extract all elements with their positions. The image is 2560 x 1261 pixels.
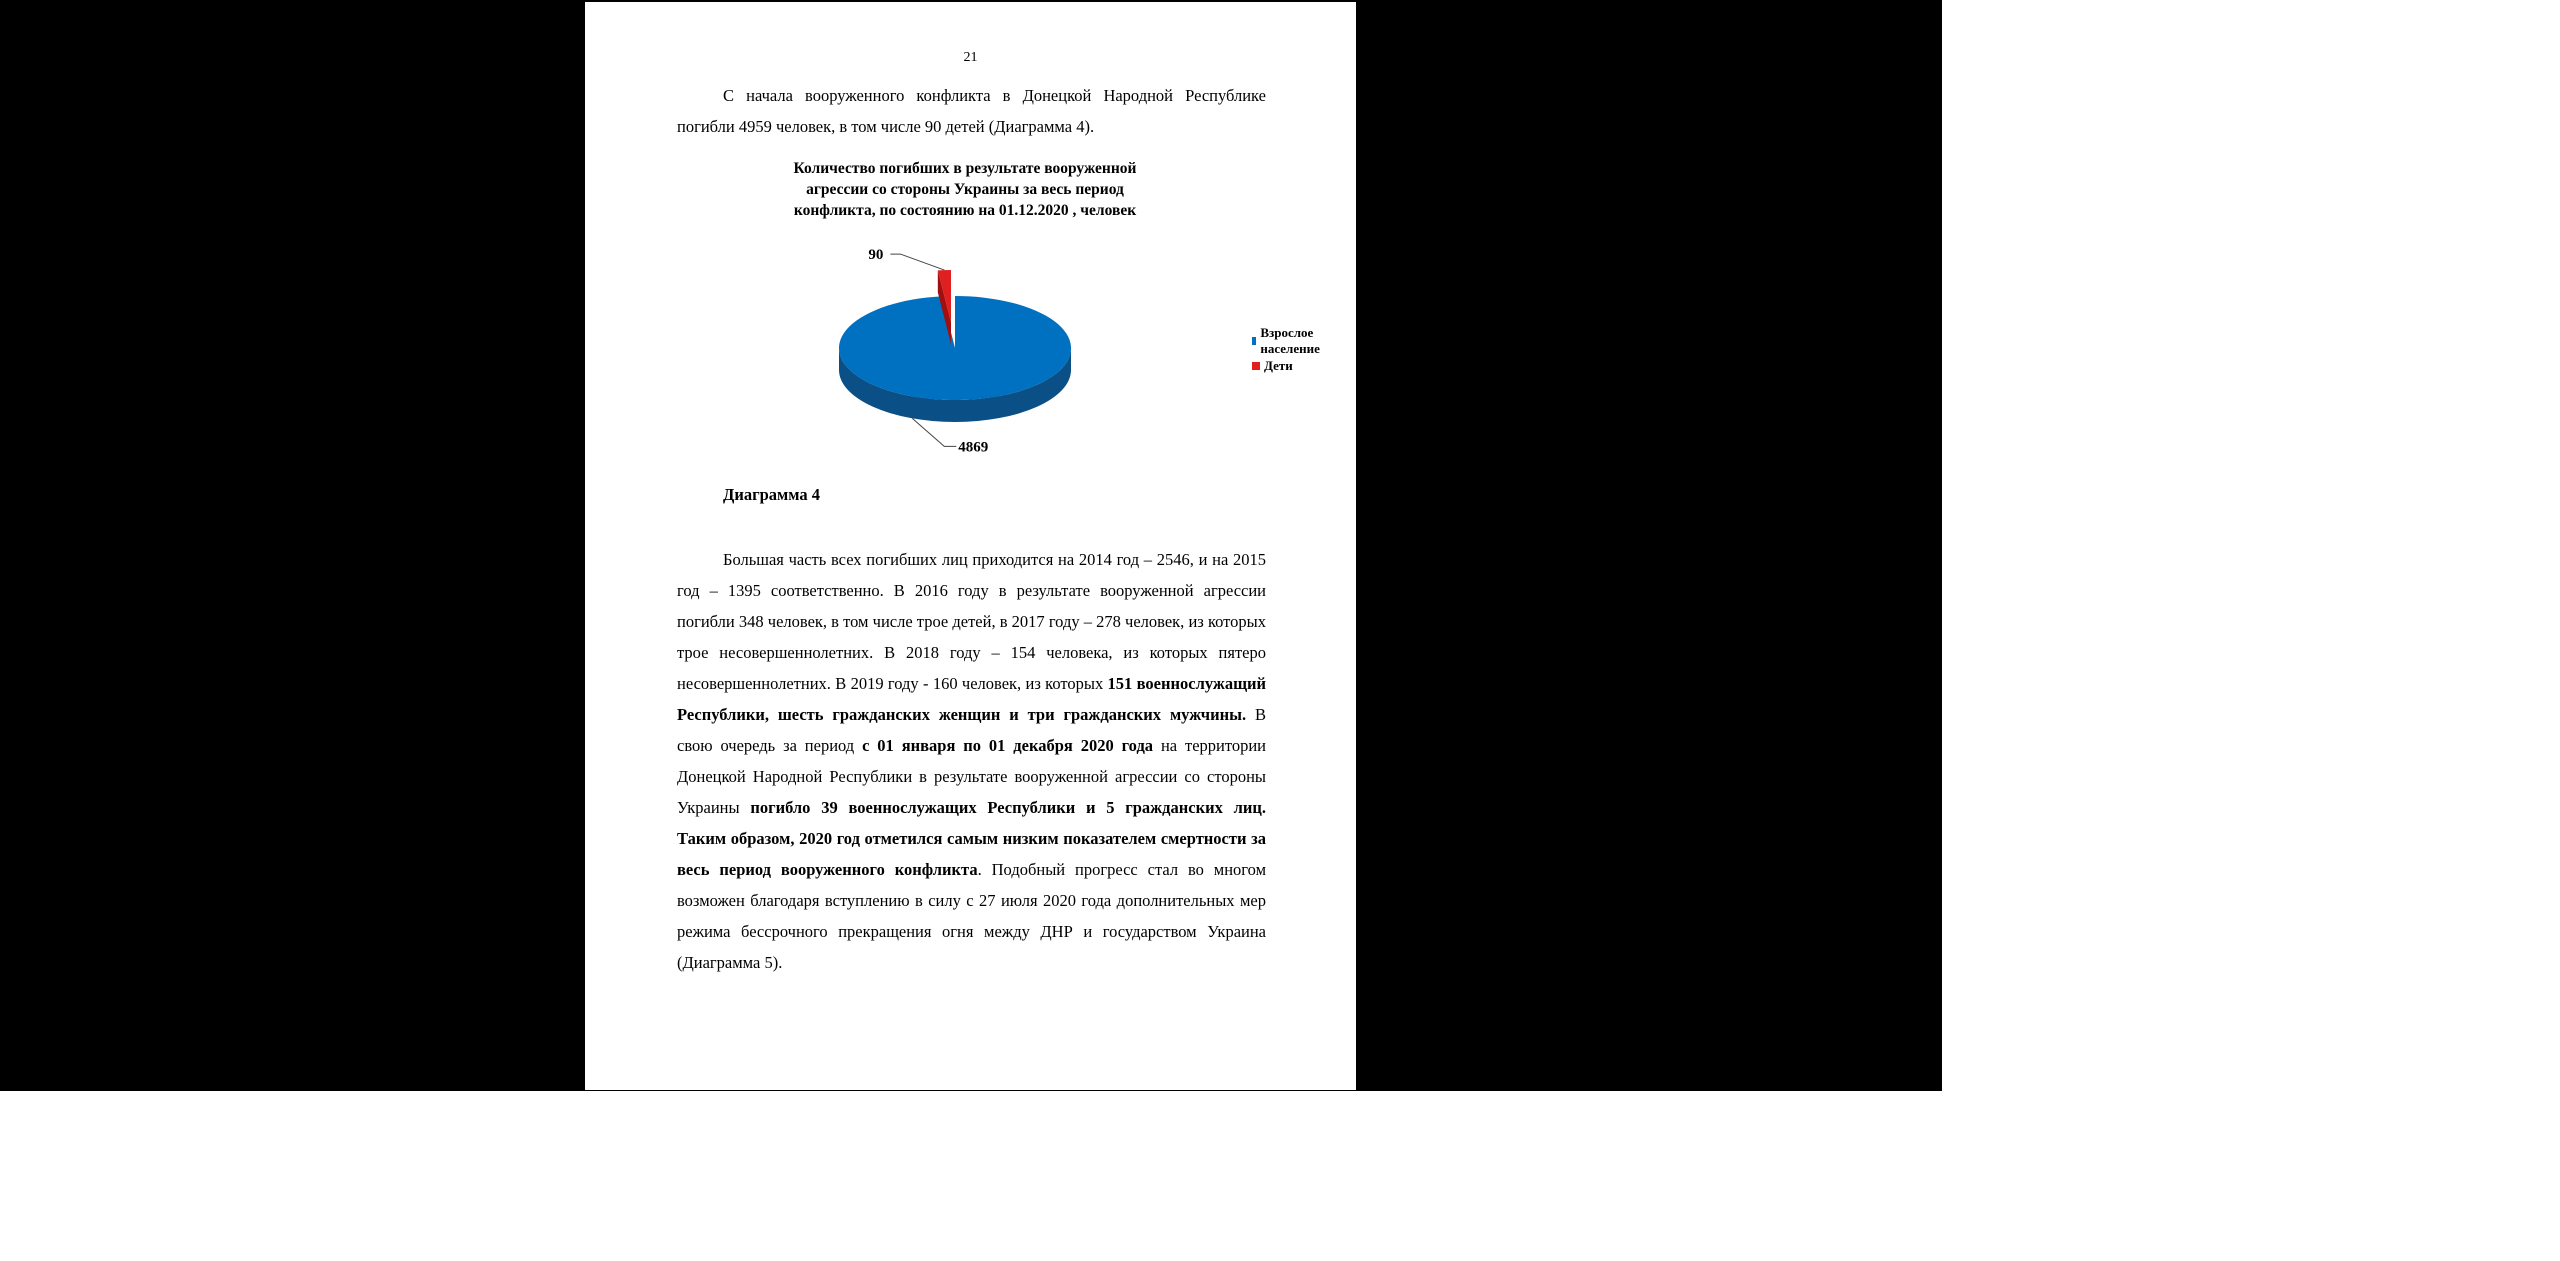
leader-line-adults <box>912 418 956 446</box>
chart-title-line: Количество погибших в результате вооруженной <box>793 160 1137 177</box>
body-run-bold: с 01 января по 01 декабря 2020 года <box>862 736 1154 755</box>
body-run-bold: погибло 39 военнослужащих Республики и 5 гражданских лиц. Таким образом, 2020 год отметился самым низким показателем смертности за весь период вооруженного конфликта <box>677 798 1266 879</box>
body-run: . Подобный прогресс стал во многом возможен благодаря вступлению в силу с 27 июля 2020 года дополнительных мер режима бессрочного прекращения огня между ДНР и государством Украина (Диаграмма 5). <box>677 860 1267 972</box>
body-run: на территории Донецкой Народной Республики в результате вооруженной агрессии со стороны Украины <box>677 736 1267 817</box>
legend-label-children: Дети <box>1264 357 1293 373</box>
body-text <box>677 544 1266 978</box>
legend-swatch-children <box>1252 362 1260 370</box>
chart-caption: Диаграмма 4 <box>723 485 821 504</box>
legend-label-adults: Взрослое население <box>1260 324 1320 356</box>
data-label-adults: 4869 <box>958 439 989 456</box>
legend-swatch-adults <box>1252 337 1256 345</box>
pie-slice-adults <box>839 296 1071 400</box>
chart-legend <box>1252 324 1324 378</box>
legend-item-adults <box>1252 324 1324 356</box>
data-label-children: 90 <box>868 247 884 264</box>
leader-line-children <box>890 254 944 270</box>
body-run: Большая часть всех погибших лиц приходится на 2014 год – 2546, и на 2015 год – 1395 соответственно. В 2016 году в результате вооруженной агрессии погибли 348 человек, в том числе трое детей, в 2017 году – 278 человек, из которых трое несовершеннолетних. В 2018 году – 154 человека, из которых пятеро несовершеннолетних. В 2019 году - 160 человек, из которых <box>677 550 1266 693</box>
document-page <box>585 2 1356 1090</box>
body-paragraph <box>677 544 1266 978</box>
body-run: В свою очередь за период <box>677 705 1266 755</box>
legend-item-children <box>1252 353 1324 378</box>
pie-chart <box>755 158 1320 468</box>
chart-title-line: конфликта, по состоянию на 01.12.2020 , человек <box>793 202 1137 219</box>
intro-paragraph <box>677 80 1266 142</box>
body-run-bold: 151 военнослужащий Республики, шесть гражданских женщин и три гражданских мужчины. <box>677 674 1267 724</box>
pie-chart-canvas <box>755 158 1255 468</box>
chart-title-line: агрессии со стороны Украины за весь период <box>806 181 1124 198</box>
page-number: 21 <box>963 50 978 65</box>
intro-text: С начала вооруженного конфликта в Донецкой Народной Республике погибли 4959 человек, в том числе 90 детей (Диаграмма 4). <box>677 86 1266 136</box>
